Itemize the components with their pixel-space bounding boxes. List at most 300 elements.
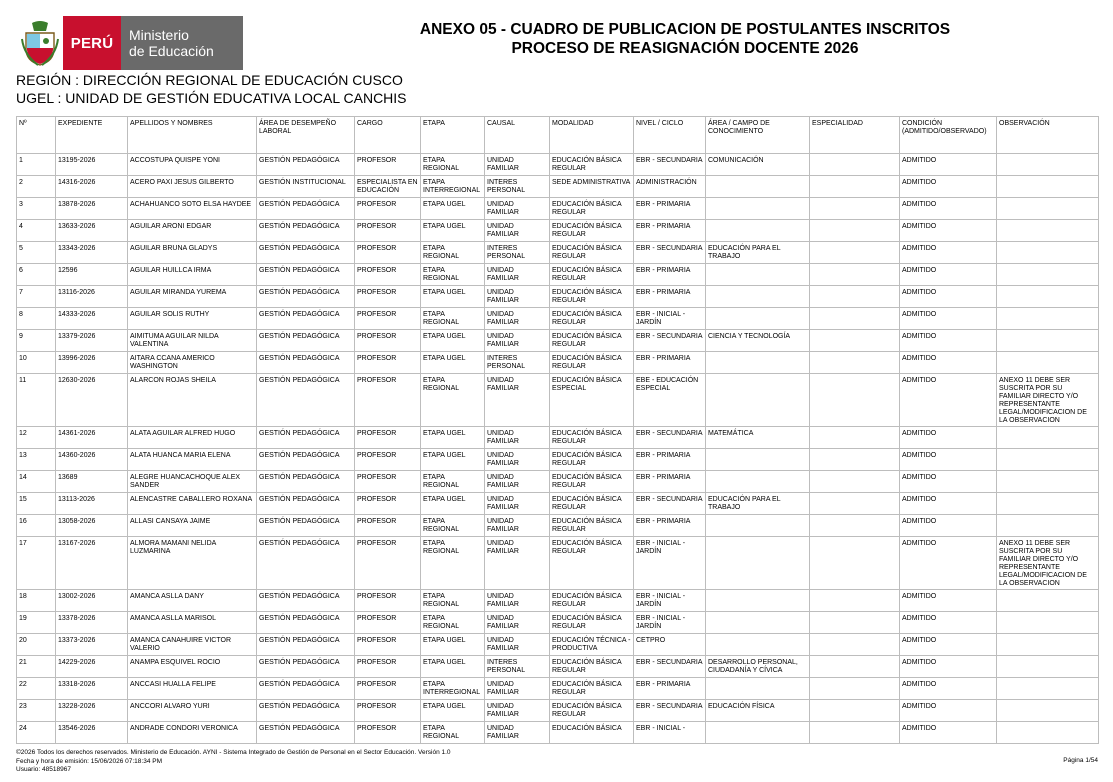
table-cell: ADMITIDO <box>900 634 997 656</box>
table-cell: INTERES PERSONAL <box>485 352 550 374</box>
table-cell: 12596 <box>56 264 128 286</box>
table-cell: EDUCACIÓN BÁSICA REGULAR <box>550 330 634 352</box>
table-cell <box>810 427 900 449</box>
table-cell: PROFESOR <box>355 264 421 286</box>
table-cell <box>810 537 900 590</box>
table-cell: ADMITIDO <box>900 286 997 308</box>
table-cell: 15 <box>17 493 56 515</box>
table-cell <box>810 242 900 264</box>
table-cell: EDUCACIÓN BÁSICA ESPECIAL <box>550 374 634 427</box>
table-cell: ANEXO 11 DEBE SER SUSCRITA POR SU FAMILIAR DIRECTO Y/O REPRESENTANTE LEGAL/MODIFICACION DE LA OBSERVACION <box>997 374 1099 427</box>
table-cell: ADMITIDO <box>900 493 997 515</box>
ministry-brand <box>121 16 243 70</box>
table-cell <box>997 198 1099 220</box>
column-header: CARGO <box>355 117 421 154</box>
region-label: REGIÓN : DIRECCIÓN REGIONAL DE EDUCACIÓN CUSCO <box>16 72 403 88</box>
table-cell: UNIDAD FAMILIAR <box>485 308 550 330</box>
table-cell <box>997 176 1099 198</box>
table-cell: 13373-2026 <box>56 634 128 656</box>
table-cell: ACERO PAXI JESUS GILBERTO <box>128 176 257 198</box>
table-cell: 2 <box>17 176 56 198</box>
table-cell: EBR - PRIMARIA <box>634 286 706 308</box>
table-cell: ETAPA REGIONAL <box>421 242 485 264</box>
footer-emission-date: Fecha y hora de emisión: 15/06/2026 07:18:34 PM <box>16 757 162 765</box>
table-cell: EBR - PRIMARIA <box>634 471 706 493</box>
table-cell: 3 <box>17 198 56 220</box>
table-cell: EBR - SECUNDARIA <box>634 330 706 352</box>
table-row <box>17 634 1099 656</box>
table-cell: ADMITIDO <box>900 678 997 700</box>
table-cell: ADMITIDO <box>900 515 997 537</box>
table-cell: ETAPA UGEL <box>421 330 485 352</box>
peru-brand: PERÚ <box>63 16 121 70</box>
table-cell: ETAPA UGEL <box>421 198 485 220</box>
table-cell: ADMITIDO <box>900 154 997 176</box>
table-cell: ETAPA UGEL <box>421 700 485 722</box>
table-row <box>17 493 1099 515</box>
table-cell: 14229-2026 <box>56 656 128 678</box>
table-cell: COMUNICACIÓN <box>706 154 810 176</box>
table-row <box>17 612 1099 634</box>
table-cell: GESTIÓN PEDAGÓGICA <box>257 449 355 471</box>
table-cell: EDUCACIÓN BÁSICA REGULAR <box>550 515 634 537</box>
table-cell: ADMITIDO <box>900 264 997 286</box>
table-cell: GESTIÓN PEDAGÓGICA <box>257 427 355 449</box>
table-cell: GESTIÓN PEDAGÓGICA <box>257 515 355 537</box>
table-cell: ACCOSTUPA QUISPE YONI <box>128 154 257 176</box>
table-row <box>17 330 1099 352</box>
table-cell: UNIDAD FAMILIAR <box>485 264 550 286</box>
table-cell <box>706 678 810 700</box>
table-cell: UNIDAD FAMILIAR <box>485 722 550 744</box>
table-cell <box>810 493 900 515</box>
page-number: Página 1/54 <box>1063 757 1098 764</box>
table-cell: ANCCASI HUALLA FELIPE <box>128 678 257 700</box>
table-cell: 12630-2026 <box>56 374 128 427</box>
table-row <box>17 198 1099 220</box>
table-cell <box>706 198 810 220</box>
table-cell: EDUCACIÓN BÁSICA REGULAR <box>550 286 634 308</box>
ministry-line-1: Ministerio <box>129 27 189 43</box>
table-cell: EDUCACIÓN FÍSICA <box>706 700 810 722</box>
table-cell <box>810 590 900 612</box>
table-cell: GESTIÓN PEDAGÓGICA <box>257 634 355 656</box>
table-cell: EDUCACIÓN PARA EL TRABAJO <box>706 493 810 515</box>
table-cell: 14361-2026 <box>56 427 128 449</box>
table-cell: ADMITIDO <box>900 449 997 471</box>
table-cell: ETAPA REGIONAL <box>421 590 485 612</box>
table-cell <box>810 330 900 352</box>
table-cell: CETPRO <box>634 634 706 656</box>
table-cell: UNIDAD FAMILIAR <box>485 515 550 537</box>
table-cell: 9 <box>17 330 56 352</box>
table-cell: ETAPA REGIONAL <box>421 374 485 427</box>
table-cell: 13002-2026 <box>56 590 128 612</box>
table-cell <box>997 722 1099 744</box>
table-cell: GESTIÓN PEDAGÓGICA <box>257 242 355 264</box>
table-cell: 13379-2026 <box>56 330 128 352</box>
table-cell: GESTIÓN PEDAGÓGICA <box>257 493 355 515</box>
table-row <box>17 722 1099 744</box>
table-cell: ADMITIDO <box>900 590 997 612</box>
table-cell: EBR - INICIAL - JARDÍN <box>634 537 706 590</box>
ugel-label: UGEL : UNIDAD DE GESTIÓN EDUCATIVA LOCAL CANCHIS <box>16 90 407 106</box>
minedu-logo <box>17 16 243 70</box>
document-meta <box>16 71 407 107</box>
table-cell: ADMITIDO <box>900 176 997 198</box>
table-cell: 13878-2026 <box>56 198 128 220</box>
table-cell: ETAPA INTERREGIONAL <box>421 176 485 198</box>
table-cell: 13228-2026 <box>56 700 128 722</box>
table-cell: AGUILAR SOLIS RUTHY <box>128 308 257 330</box>
table-row <box>17 515 1099 537</box>
table-cell <box>706 308 810 330</box>
table-cell: ETAPA UGEL <box>421 634 485 656</box>
table-cell <box>997 449 1099 471</box>
table-cell: 22 <box>17 678 56 700</box>
table-cell: ADMITIDO <box>900 198 997 220</box>
table-cell <box>997 515 1099 537</box>
table-row <box>17 154 1099 176</box>
table-cell: MATEMÁTICA <box>706 427 810 449</box>
coat-of-arms-icon <box>17 16 63 70</box>
table-cell: EDUCACIÓN BÁSICA REGULAR <box>550 352 634 374</box>
title-line-2: PROCESO DE REASIGNACIÓN DOCENTE 2026 <box>511 40 859 57</box>
table-cell: ADMITIDO <box>900 242 997 264</box>
table-cell: UNIDAD FAMILIAR <box>485 449 550 471</box>
column-header: EXPEDIENTE <box>56 117 128 154</box>
table-cell: UNIDAD FAMILIAR <box>485 590 550 612</box>
table-cell: UNIDAD FAMILIAR <box>485 154 550 176</box>
table-cell <box>706 176 810 198</box>
table-cell: UNIDAD FAMILIAR <box>485 634 550 656</box>
table-cell <box>997 286 1099 308</box>
table-row <box>17 220 1099 242</box>
table-row <box>17 700 1099 722</box>
table-cell: ADMITIDO <box>900 427 997 449</box>
table-cell <box>706 449 810 471</box>
table-cell: ETAPA UGEL <box>421 449 485 471</box>
table-cell: ETAPA REGIONAL <box>421 308 485 330</box>
table-cell: 18 <box>17 590 56 612</box>
table-cell <box>706 612 810 634</box>
table-cell <box>997 471 1099 493</box>
table-cell: EBR - INICIAL - <box>634 722 706 744</box>
table-cell: ALEGRE HUANCACHOQUE ALEX SANDER <box>128 471 257 493</box>
table-cell: ANDRADE CONDORI VERONICA <box>128 722 257 744</box>
table-cell: ALARCON ROJAS SHEILA <box>128 374 257 427</box>
page-footer <box>16 749 451 775</box>
table-cell: 21 <box>17 656 56 678</box>
table-cell: INTERES PERSONAL <box>485 656 550 678</box>
table-cell: ALATA HUANCA MARIA ELENA <box>128 449 257 471</box>
table-cell: GESTIÓN PEDAGÓGICA <box>257 590 355 612</box>
table-row <box>17 264 1099 286</box>
table-cell: 13 <box>17 449 56 471</box>
table-cell: ETAPA REGIONAL <box>421 515 485 537</box>
table-row <box>17 427 1099 449</box>
table-cell: UNIDAD FAMILIAR <box>485 198 550 220</box>
table-cell <box>997 220 1099 242</box>
table-row <box>17 656 1099 678</box>
table-cell: EBR - INICIAL - JARDÍN <box>634 612 706 634</box>
table-cell: EBR - SECUNDARIA <box>634 656 706 678</box>
table-cell <box>810 176 900 198</box>
table-cell: GESTIÓN INSTITUCIONAL <box>257 176 355 198</box>
table-row <box>17 352 1099 374</box>
table-cell: AMANCA ASLLA DANY <box>128 590 257 612</box>
table-cell: EDUCACIÓN BÁSICA REGULAR <box>550 242 634 264</box>
table-cell: 13058-2026 <box>56 515 128 537</box>
applicants-table <box>16 116 1099 744</box>
table-cell: UNIDAD FAMILIAR <box>485 427 550 449</box>
table-cell: PROFESOR <box>355 427 421 449</box>
table-cell: ADMITIDO <box>900 700 997 722</box>
table-cell: AIMITUMA AGUILAR NILDA VALENTINA <box>128 330 257 352</box>
table-cell <box>706 590 810 612</box>
table-cell: ETAPA UGEL <box>421 493 485 515</box>
table-cell: ADMITIDO <box>900 220 997 242</box>
table-cell: ETAPA UGEL <box>421 220 485 242</box>
table-cell: EBR - PRIMARIA <box>634 264 706 286</box>
table-cell: EBR - PRIMARIA <box>634 352 706 374</box>
table-cell: AGUILAR BRUNA GLADYS <box>128 242 257 264</box>
table-cell: PROFESOR <box>355 198 421 220</box>
table-row <box>17 678 1099 700</box>
table-cell: PROFESOR <box>355 220 421 242</box>
table-cell: EDUCACIÓN BÁSICA REGULAR <box>550 220 634 242</box>
table-cell: GESTIÓN PEDAGÓGICA <box>257 374 355 427</box>
table-cell: PROFESOR <box>355 722 421 744</box>
table-cell <box>706 634 810 656</box>
table-cell <box>997 352 1099 374</box>
table-cell <box>706 374 810 427</box>
table-cell: ADMITIDO <box>900 330 997 352</box>
table-cell: PROFESOR <box>355 656 421 678</box>
table-cell: PROFESOR <box>355 678 421 700</box>
table-cell: 12 <box>17 427 56 449</box>
table-cell: GESTIÓN PEDAGÓGICA <box>257 154 355 176</box>
table-cell: ALMORA MAMANI NELIDA LUZMARINA <box>128 537 257 590</box>
table-cell: EDUCACIÓN BÁSICA REGULAR <box>550 308 634 330</box>
table-cell: PROFESOR <box>355 515 421 537</box>
table-cell <box>997 700 1099 722</box>
column-header: ÁREA / CAMPO DE CONOCIMIENTO <box>706 117 810 154</box>
table-cell: PROFESOR <box>355 471 421 493</box>
table-cell: 13195-2026 <box>56 154 128 176</box>
table-cell: UNIDAD FAMILIAR <box>485 537 550 590</box>
table-cell: 13378-2026 <box>56 612 128 634</box>
table-cell <box>810 612 900 634</box>
table-cell: ALLASI CANSAYA JAIME <box>128 515 257 537</box>
table-cell: GESTIÓN PEDAGÓGICA <box>257 264 355 286</box>
table-cell: 19 <box>17 612 56 634</box>
table-cell: EBR - PRIMARIA <box>634 449 706 471</box>
table-cell <box>706 220 810 242</box>
table-cell: EDUCACIÓN TÉCNICA - PRODUCTIVA <box>550 634 634 656</box>
table-cell: EBR - SECUNDARIA <box>634 427 706 449</box>
column-header: CAUSAL <box>485 117 550 154</box>
table-cell: AMANCA ASLLA MARISOL <box>128 612 257 634</box>
table-cell <box>997 678 1099 700</box>
table-cell: EDUCACIÓN BÁSICA REGULAR <box>550 656 634 678</box>
table-cell: 1 <box>17 154 56 176</box>
table-cell <box>997 656 1099 678</box>
table-cell: ETAPA INTERREGIONAL <box>421 678 485 700</box>
column-header: ETAPA <box>421 117 485 154</box>
table-cell: EBR - PRIMARIA <box>634 198 706 220</box>
table-cell: EDUCACIÓN PARA EL TRABAJO <box>706 242 810 264</box>
table-cell: 4 <box>17 220 56 242</box>
table-cell: GESTIÓN PEDAGÓGICA <box>257 308 355 330</box>
table-cell <box>997 612 1099 634</box>
table-cell: PROFESOR <box>355 330 421 352</box>
table-cell: GESTIÓN PEDAGÓGICA <box>257 678 355 700</box>
table-cell <box>810 154 900 176</box>
table-row <box>17 449 1099 471</box>
table-header-row <box>17 117 1099 154</box>
table-cell: GESTIÓN PEDAGÓGICA <box>257 471 355 493</box>
table-cell <box>810 264 900 286</box>
table-row <box>17 176 1099 198</box>
table-cell: EDUCACIÓN BÁSICA REGULAR <box>550 154 634 176</box>
table-cell <box>706 537 810 590</box>
table-cell: ETAPA UGEL <box>421 656 485 678</box>
table-cell: DESARROLLO PERSONAL, CIUDADANÍA Y CÍVICA <box>706 656 810 678</box>
table-cell: INTERES PERSONAL <box>485 242 550 264</box>
column-header: NIVEL / CICLO <box>634 117 706 154</box>
table-cell: PROFESOR <box>355 154 421 176</box>
table-cell: GESTIÓN PEDAGÓGICA <box>257 722 355 744</box>
table-cell: ADMITIDO <box>900 352 997 374</box>
table-cell: 14360-2026 <box>56 449 128 471</box>
table-cell <box>810 449 900 471</box>
table-cell: EBR - SECUNDARIA <box>634 154 706 176</box>
table-cell: EDUCACIÓN BÁSICA REGULAR <box>550 590 634 612</box>
table-cell: 8 <box>17 308 56 330</box>
table-cell: ANAMPA ESQUIVEL ROCIO <box>128 656 257 678</box>
table-cell <box>810 678 900 700</box>
table-cell <box>997 634 1099 656</box>
table-cell: ETAPA REGIONAL <box>421 154 485 176</box>
table-cell: 13167-2026 <box>56 537 128 590</box>
table-row <box>17 590 1099 612</box>
table-cell: UNIDAD FAMILIAR <box>485 700 550 722</box>
table-cell: ETAPA UGEL <box>421 286 485 308</box>
table-cell: 20 <box>17 634 56 656</box>
title-line-1: ANEXO 05 - CUADRO DE PUBLICACION DE POSTULANTES INSCRITOS <box>419 21 951 38</box>
table-row <box>17 286 1099 308</box>
table-cell: ADMITIDO <box>900 374 997 427</box>
table-cell: ANEXO 11 DEBE SER SUSCRITA POR SU FAMILIAR DIRECTO Y/O REPRESENTANTE LEGAL/MODIFICACION DE LA OBSERVACION <box>997 537 1099 590</box>
table-cell: ALATA AGUILAR ALFRED HUGO <box>128 427 257 449</box>
table-cell <box>810 515 900 537</box>
table-cell: ETAPA REGIONAL <box>421 612 485 634</box>
table-cell: EDUCACIÓN BÁSICA REGULAR <box>550 678 634 700</box>
table-cell: EDUCACIÓN BÁSICA REGULAR <box>550 198 634 220</box>
table-cell: EDUCACIÓN BÁSICA REGULAR <box>550 700 634 722</box>
table-cell: 13113-2026 <box>56 493 128 515</box>
table-cell: EBR - SECUNDARIA <box>634 493 706 515</box>
table-row <box>17 308 1099 330</box>
table-cell <box>997 308 1099 330</box>
table-cell <box>810 198 900 220</box>
table-cell: 14 <box>17 471 56 493</box>
table-cell: EDUCACIÓN BÁSICA <box>550 722 634 744</box>
table-cell <box>810 286 900 308</box>
table-cell: 10 <box>17 352 56 374</box>
table-cell: EBR - INICIAL - JARDÍN <box>634 308 706 330</box>
table-cell: ADMITIDO <box>900 537 997 590</box>
table-cell: UNIDAD FAMILIAR <box>485 220 550 242</box>
table-cell: 13633-2026 <box>56 220 128 242</box>
table-cell: 14316-2026 <box>56 176 128 198</box>
table-cell: 5 <box>17 242 56 264</box>
table-cell <box>997 264 1099 286</box>
table-body <box>17 154 1099 744</box>
column-header: ESPECIALIDAD <box>810 117 900 154</box>
table-cell <box>997 493 1099 515</box>
table-cell: GESTIÓN PEDAGÓGICA <box>257 220 355 242</box>
table-cell: ETAPA REGIONAL <box>421 537 485 590</box>
table-cell <box>810 308 900 330</box>
table-cell: 13116-2026 <box>56 286 128 308</box>
table-cell: 16 <box>17 515 56 537</box>
table-cell: 14333-2026 <box>56 308 128 330</box>
table-cell <box>997 590 1099 612</box>
table-cell <box>997 330 1099 352</box>
table-cell <box>810 722 900 744</box>
table-cell: GESTIÓN PEDAGÓGICA <box>257 198 355 220</box>
table-cell: ACHAHUANCO SOTO ELSA HAYDEE <box>128 198 257 220</box>
table-cell: GESTIÓN PEDAGÓGICA <box>257 330 355 352</box>
table-cell: ADMITIDO <box>900 722 997 744</box>
table-cell: AGUILAR HUILLCA IRMA <box>128 264 257 286</box>
table-cell: EDUCACIÓN BÁSICA REGULAR <box>550 449 634 471</box>
table-cell <box>810 374 900 427</box>
table-cell: UNIDAD FAMILIAR <box>485 330 550 352</box>
table-cell <box>810 656 900 678</box>
table-cell <box>706 264 810 286</box>
table-cell: 6 <box>17 264 56 286</box>
table-cell: ANCCORI ALVARO YURI <box>128 700 257 722</box>
footer-user: Usuario: 48518967 <box>16 766 71 773</box>
table-cell <box>810 352 900 374</box>
table-cell: EBR - SECUNDARIA <box>634 700 706 722</box>
table-cell: ETAPA UGEL <box>421 427 485 449</box>
table-cell <box>706 515 810 537</box>
table-cell: UNIDAD FAMILIAR <box>485 493 550 515</box>
table-cell: EDUCACIÓN BÁSICA REGULAR <box>550 537 634 590</box>
footer-copyright: ©2026 Todos los derechos reservados. Ministerio de Educación. AYNI - Sistema Integrado de Gestión de Personal en el Sector Educación. Versión 1.0 <box>16 749 451 756</box>
table-cell: EDUCACIÓN BÁSICA REGULAR <box>550 264 634 286</box>
table-cell: ETAPA UGEL <box>421 352 485 374</box>
table-cell: INTERES PERSONAL <box>485 176 550 198</box>
table-cell: PROFESOR <box>355 449 421 471</box>
table-cell: ADMITIDO <box>900 612 997 634</box>
table-cell: 13546-2026 <box>56 722 128 744</box>
table-cell: ESPECIALISTA EN EDUCACIÓN <box>355 176 421 198</box>
column-header: APELLIDOS Y NOMBRES <box>128 117 257 154</box>
table-cell: GESTIÓN PEDAGÓGICA <box>257 612 355 634</box>
table-cell: ADMITIDO <box>900 471 997 493</box>
table-cell: GESTIÓN PEDAGÓGICA <box>257 700 355 722</box>
table-cell: PROFESOR <box>355 374 421 427</box>
table-cell: UNIDAD FAMILIAR <box>485 471 550 493</box>
column-header: Nº <box>17 117 56 154</box>
table-cell <box>706 471 810 493</box>
table-cell: 17 <box>17 537 56 590</box>
